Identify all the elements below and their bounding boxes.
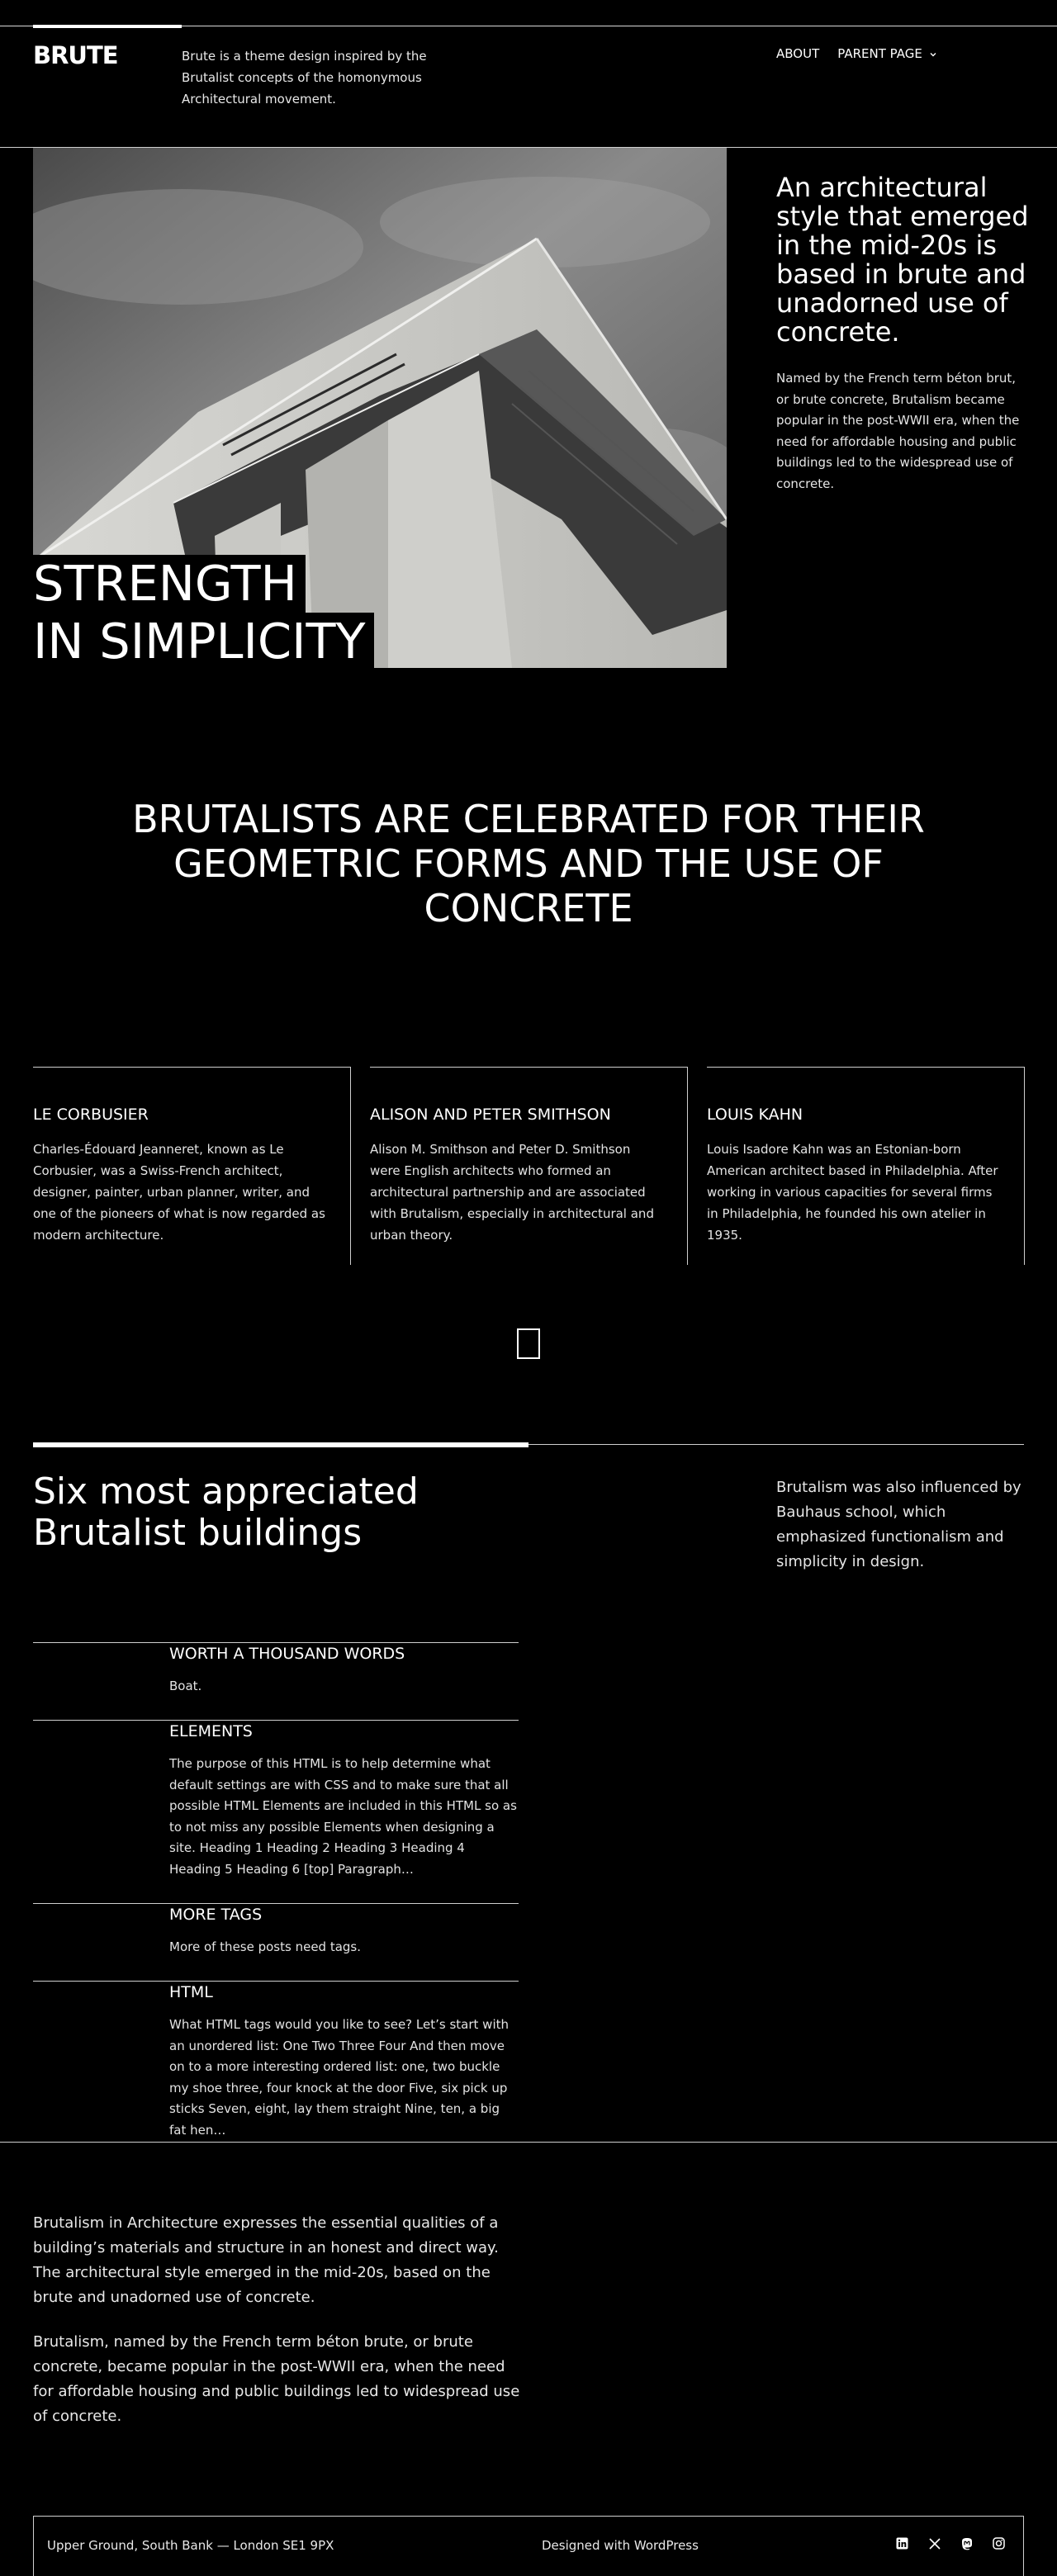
post-excerpt: What HTML tags would you like to see? Let’s start with an unordered list: One Two Three Four And then move on to a more interesting ordered list: one, two buckle my shoe three, four knock at the door Five, six pick up sticks Seven, eight, lay them straight Nine, ten, a big fat hen…: [169, 2017, 509, 2138]
architect-bio: Alison M. Smithson and Peter D. Smithson were English architects who formed an architectural partnership and are associated with Brutalism, especially in architectural and urban theory.: [370, 1142, 654, 1243]
site-tagline: Brute is a theme design inspired by the Brutalist concepts of the homonymous Architectural movement.: [182, 49, 427, 107]
hero-title: [33, 555, 374, 670]
post-title[interactable]: MORE TAGS: [169, 1906, 263, 1924]
x-icon[interactable]: [927, 2536, 941, 2550]
footer-address: Upper Ground, South Bank — London SE1 9PX: [47, 2538, 334, 2553]
architect-card: [707, 1067, 1025, 1265]
post-item: [33, 1981, 519, 2138]
architect-bio: Charles-Édouard Jeanneret, known as Le Corbusier, was a Swiss-French architect, designer, painter, urban planner, writer, and one of the pioneers of what is now regarded as modern architecture.: [33, 1142, 325, 1243]
buildings-side-text: Brutalism was also influenced by Bauhaus school, which emphasized functionalism and simplicity in design.: [776, 1479, 1021, 1570]
buildings-heading: [33, 1471, 419, 1554]
about-paragraph: Brutalism in Architecture expresses the essential qualities of a building’s materials and structure in an honest and direct way. The architectural style emerged in the mid-20s, based on the brute and unadorned use of concrete.: [33, 2214, 499, 2306]
post-title[interactable]: ELEMENTS: [169, 1722, 253, 1740]
architect-bio: Louis Isadore Kahn was an Estonian-born American architect based in Philadelphia. After working in various capacities for several firms in Philadelphia, he founded his own atelier in 1935.: [707, 1142, 998, 1243]
hero-title-line2: IN SIMPLICITY: [33, 613, 374, 670]
section-rule: [0, 2142, 1057, 2143]
linkedin-icon[interactable]: [895, 2536, 909, 2550]
post-title[interactable]: HTML: [169, 1983, 213, 2001]
post-excerpt: More of these posts need tags.: [169, 1939, 362, 1954]
mastodon-icon[interactable]: [960, 2536, 974, 2550]
section-accent-rule: [33, 1442, 528, 1447]
buildings-heading-line1: Six most appreciated: [33, 1470, 419, 1513]
hero-title-line1: STRENGTH: [33, 555, 306, 613]
architect-name[interactable]: LOUIS KAHN: [707, 1106, 803, 1124]
nav-item-parent-page[interactable]: [837, 46, 936, 61]
about-paragraph: Brutalism, named by the French term béton brute, or brute concrete, became popular in the post-WWII era, when the need for affordable housing and public buildings led to widespread use of concrete.: [33, 2333, 520, 2425]
hero-text: Named by the French term béton brut, or brute concrete, Brutalism became popular in the post-WWII era, when the need for affordable housing and public buildings led to the widespread use of concrete.: [776, 371, 1020, 491]
nav-item-about[interactable]: ABOUT: [776, 46, 820, 61]
post-item: [33, 1720, 519, 1903]
chevron-down-icon: [929, 50, 937, 59]
nav-item-label: PARENT PAGE: [837, 46, 922, 61]
architect-name[interactable]: ALISON AND PETER SMITHSON: [370, 1106, 611, 1124]
footer-credit[interactable]: Designed with WordPress: [542, 2538, 699, 2553]
logo-accent-bar: [33, 25, 182, 28]
main-nav: [776, 46, 937, 61]
architect-card: [33, 1067, 351, 1265]
buildings-heading-line2: Brutalist buildings: [33, 1512, 363, 1554]
post-item: [33, 1903, 519, 1981]
site-logo[interactable]: BRUTE: [33, 41, 118, 69]
post-item: [33, 1642, 519, 1720]
feature-quote: BRUTALISTS ARE CELEBRATED FOR THEIR GEOMETRIC FORMS AND THE USE OF CONCRETE: [132, 797, 925, 930]
instagram-icon[interactable]: [992, 2536, 1006, 2550]
post-excerpt: The purpose of this HTML is to help determine what default settings are with CSS and to make sure that all possible HTML Elements are included in this HTML so as to not miss any possible Elements when designing a site. Heading 1 Heading 2 Heading 3 Heading 4 Heading 5 Heading 6 [top] Paragraph…: [169, 1756, 517, 1877]
post-excerpt: Boat.: [169, 1679, 202, 1693]
social-links: [895, 2536, 1006, 2550]
hero-heading: An architectural style that emerged in the mid-20s is based in brute and unadorned use of concrete.: [776, 172, 1029, 348]
post-title[interactable]: WORTH A THOUSAND WORDS: [169, 1645, 405, 1663]
architect-name[interactable]: LE CORBUSIER: [33, 1106, 149, 1124]
decorative-square: [517, 1328, 540, 1359]
architect-card: [370, 1067, 688, 1265]
